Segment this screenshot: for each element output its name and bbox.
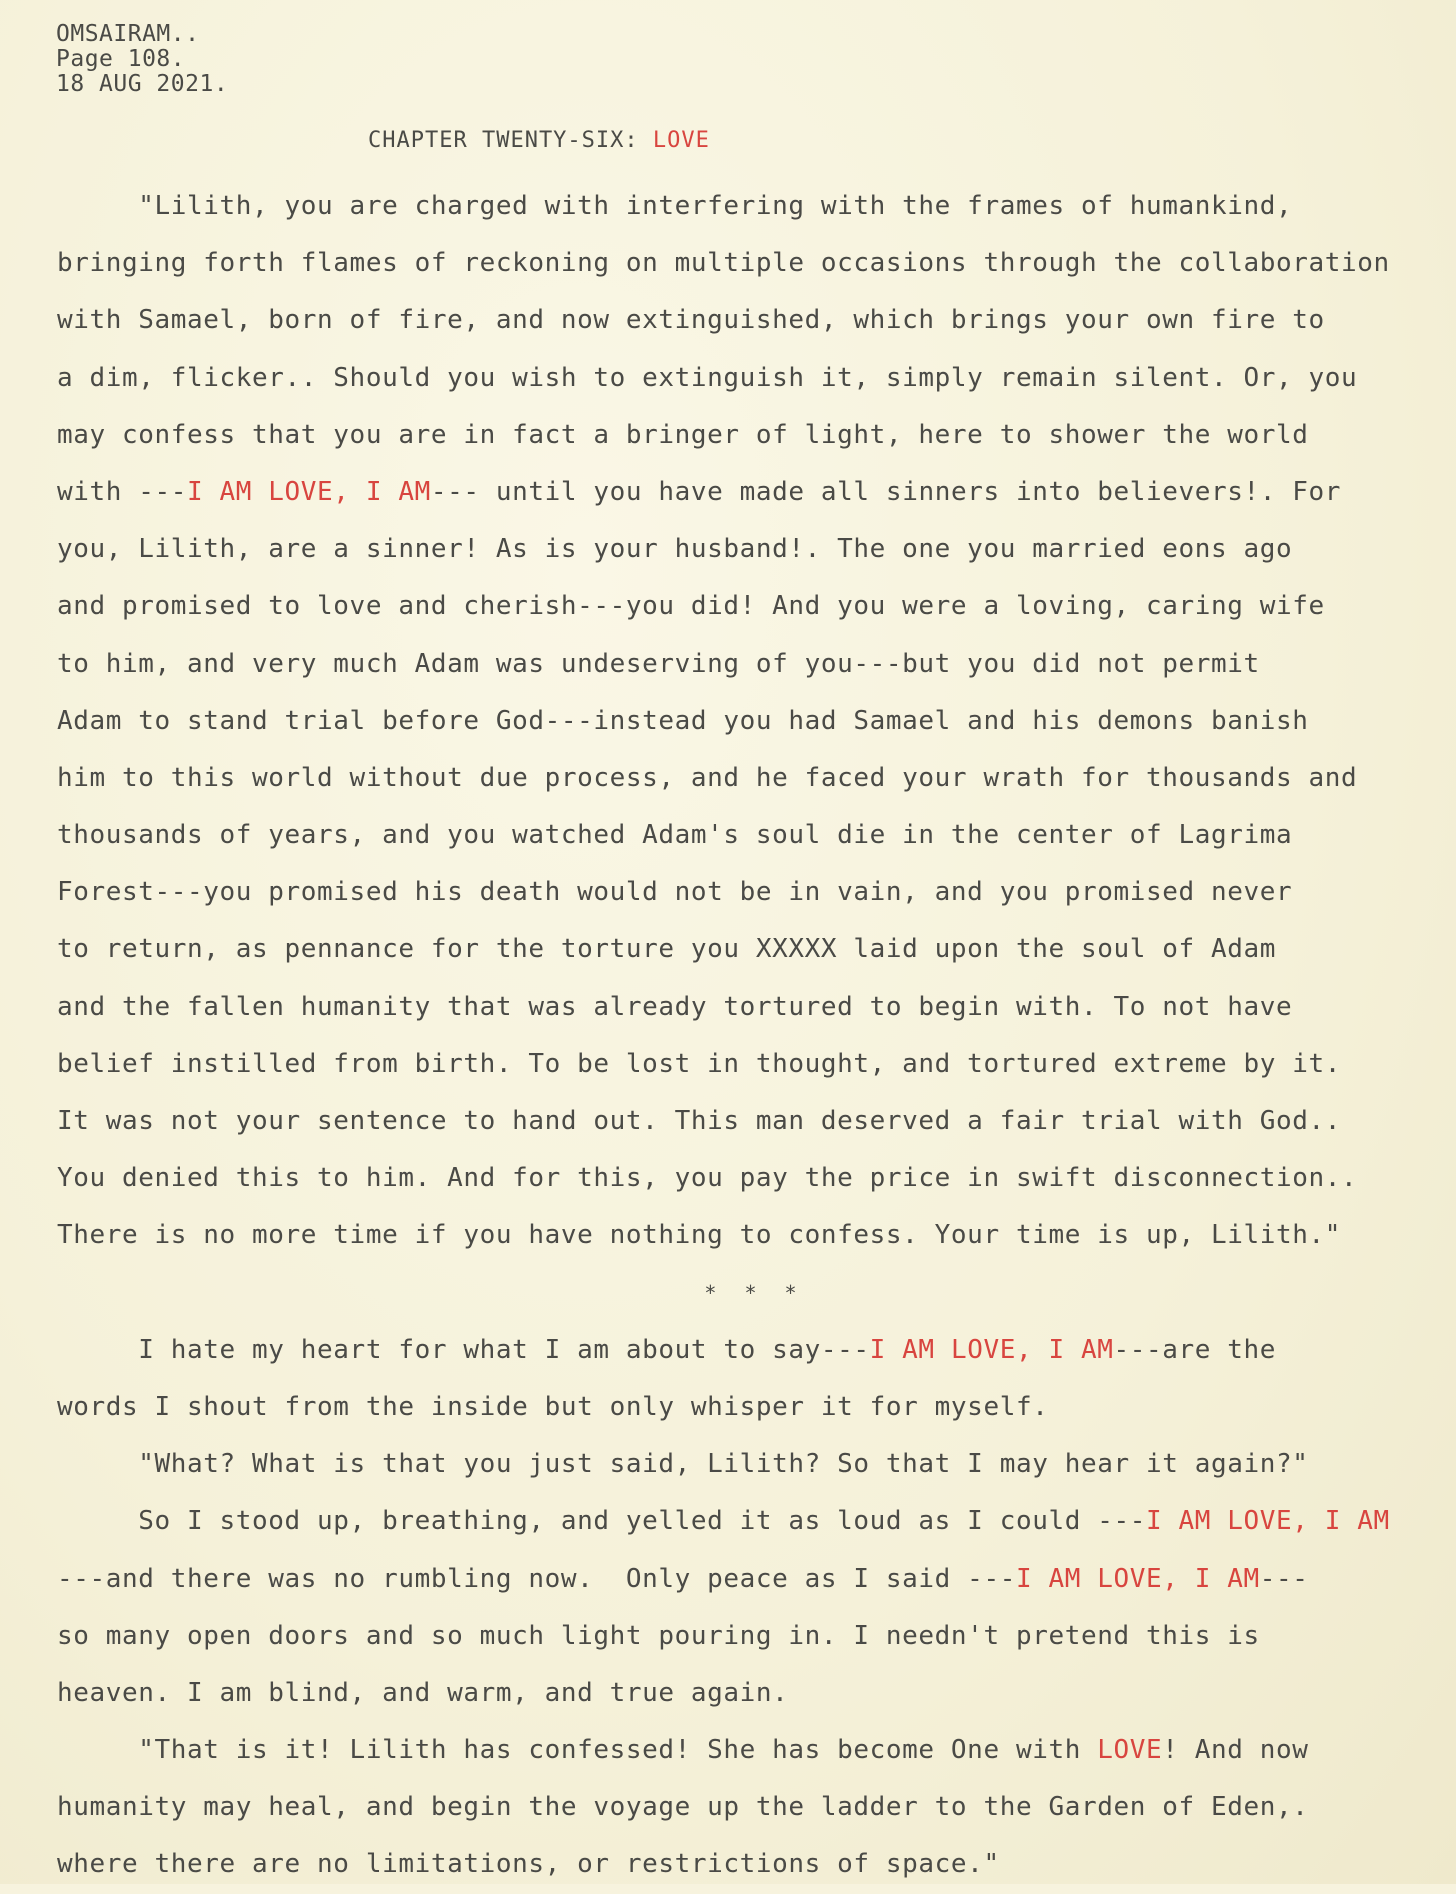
text-segment: you, Lilith, are a sinner! As is your husband!. The one you married eons ago [57,534,1293,565]
text-segment: him to this world without due process, and he faced your wrath for thousands and [57,762,1358,793]
red-text-segment: I AM LOVE, I AM [1145,1506,1390,1537]
text-segment: thousands of years, and you watched Adam's soul die in the center of Lagrima [57,820,1293,851]
text-line [57,178,1452,235]
page-header [56,22,228,97]
text-segment: ---are the [1113,1334,1277,1365]
text-line [57,1150,1452,1207]
text-line [57,350,1452,407]
text-line [57,521,1452,578]
text-line [57,1436,1452,1493]
text-line [57,979,1452,1036]
section-1 [57,178,1452,1265]
text-segment: ! And now [1162,1735,1309,1766]
text-segment: So I stood up, breathing, and yelled it as loud as I could --- [57,1506,1146,1537]
header-line-1: OMSAIRAM.. [56,21,200,47]
text-line [57,693,1452,750]
text-segment: and the fallen humanity that was already tortured to begin with. To not have [57,991,1293,1022]
section-separator: * * * [704,1280,805,1305]
text-segment: I hate my heart for what I am about to say--- [57,1334,870,1365]
text-line [57,1836,1452,1893]
text-line [57,1779,1452,1836]
text-line [57,464,1452,521]
red-text-segment: I AM LOVE, I AM [1015,1563,1260,1594]
text-line [57,1379,1452,1436]
text-segment: to return, as pennance for the torture you XXXXX laid upon the soul of Adam [57,934,1276,965]
text-segment: "That is it! Lilith has confessed! She has become One with [57,1735,1098,1766]
text-segment: to him, and very much Adam was undeserving of you---but you did not permit [57,648,1260,679]
chapter-heading [368,128,710,153]
text-line [57,750,1452,807]
text-line [57,1722,1452,1779]
text-line [57,1093,1452,1150]
text-line [57,292,1452,349]
text-segment: where there are no limitations, or restrictions of space." [57,1849,1000,1880]
section-2 [57,1322,1452,1894]
text-segment: Adam to stand trial before God---instead you had Samael and his demons banish [57,705,1309,736]
text-segment: words I shout from the inside but only whisper it for myself. [57,1391,1049,1422]
red-text-segment: I AM LOVE, I AM [869,1334,1114,1365]
text-line [57,1322,1452,1379]
text-line [57,1493,1452,1550]
text-segment: humanity may heal, and begin the voyage up the ladder to the Garden of Eden,. [57,1792,1309,1823]
chapter-title: LOVE [652,128,710,153]
text-line [57,864,1452,921]
text-segment: belief instilled from birth. To be lost in thought, and tortured extreme by it. [57,1048,1342,1079]
text-line [57,1608,1452,1665]
red-text-segment: I AM LOVE, I AM [187,476,431,507]
body-text [57,178,1452,1894]
red-text-segment: LOVE [1097,1735,1163,1766]
text-line [57,807,1452,864]
text-line [57,1665,1452,1722]
text-line [57,1036,1452,1093]
text-segment: "What? What is that you just said, Lilith? So that I may hear it again?" [57,1449,1309,1480]
text-line [57,1207,1452,1264]
header-page-number: Page 108. [56,46,186,72]
text-segment: may confess that you are in fact a bringer of light, here to shower the world [57,419,1309,450]
text-segment: Forest---you promised his death would not be in vain, and you promised never [57,877,1293,908]
text-segment: heaven. I am blind, and warm, and true again. [57,1677,789,1708]
chapter-prefix: CHAPTER TWENTY-SIX: [368,128,653,153]
text-segment: "Lilith, you are charged with interfering with the frames of humankind, [57,191,1293,221]
header-date: 18 AUG 2021. [56,71,229,97]
text-segment: so many open doors and so much light pouring in. I needn't pretend this is [57,1620,1260,1651]
text-segment: --- until you have made all sinners into believers!. For [430,476,1342,507]
text-segment: with Samael, born of fire, and now extinguished, which brings your own fire to [57,305,1325,336]
text-line [57,1551,1452,1608]
text-line [57,636,1452,693]
text-segment: It was not your sentence to hand out. This man deserved a fair trial with God.. [57,1106,1342,1136]
text-line [57,578,1452,635]
text-line [57,407,1452,464]
text-segment: There is no more time if you have nothing to confess. Your time is up, Lilith." [57,1220,1342,1251]
text-segment: with --- [57,476,188,507]
text-segment: ---and there was no rumbling now. Only peace as I said --- [57,1563,1016,1594]
text-segment: a dim, flicker.. Should you wish to extinguish it, simply remain silent. Or, you [57,362,1358,393]
text-segment: and promised to love and cherish---you did! And you were a loving, caring wife [57,591,1325,622]
text-line [57,235,1452,292]
text-segment: You denied this to him. And for this, you pay the price in swift disconnection.. [57,1163,1358,1194]
text-line [57,921,1452,978]
text-segment: bringing forth flames of reckoning on multiple occasions through the collaboration [57,248,1390,279]
text-segment: --- [1259,1563,1309,1594]
